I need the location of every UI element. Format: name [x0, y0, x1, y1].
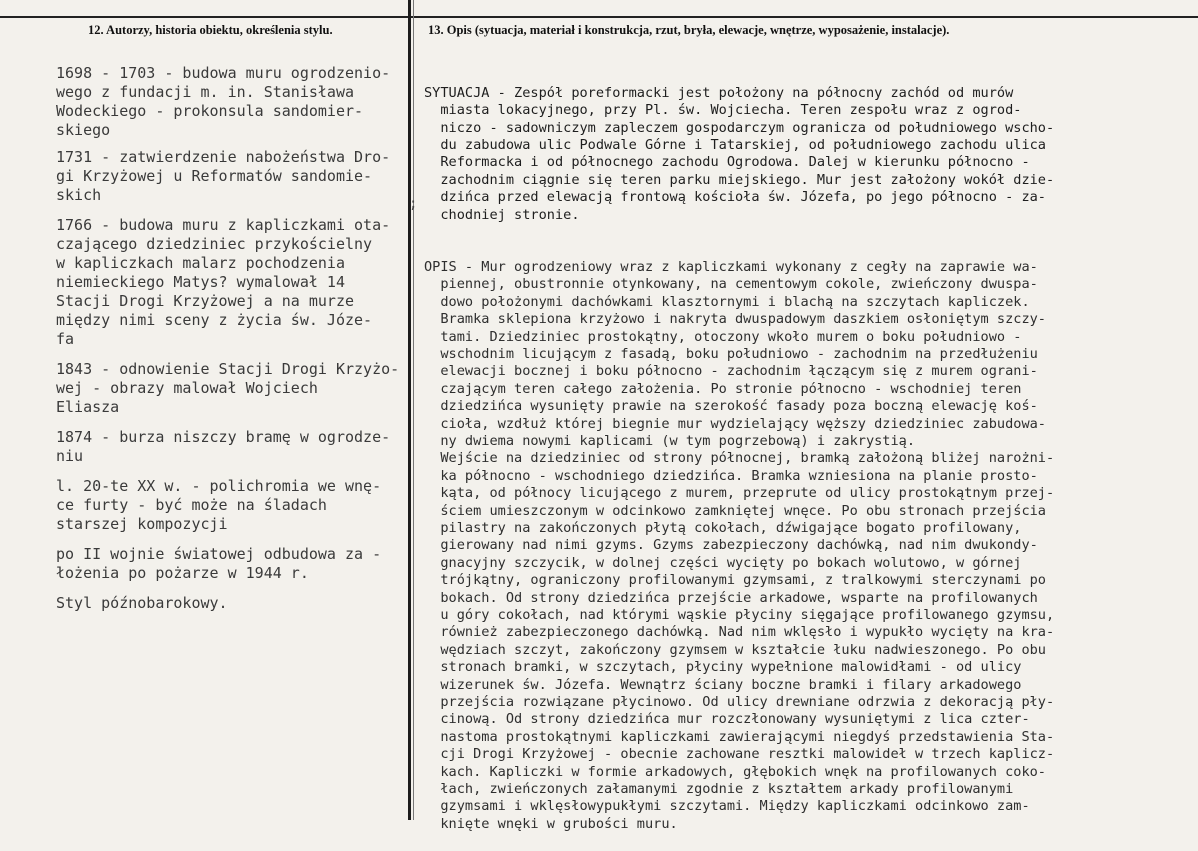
history-entry: 1843 - odnowienie Stacji Drogi Krzyżo- wej - obrazy malował Wojciech Eliasza	[56, 360, 400, 416]
description-paragraph: OPIS - Mur ogrodzeniowy wraz z kapliczkami wykonany z cegły na zaprawie wa- piennej, obustronnie otynkowany, na cementowym cokole, zwieńczony dwuspa- dowo położonymi dachówkami klasztornymi i blachą na szczytach kapliczek. Bramka sklepiona krzyżowo i nakryta dwuspadowym daszkiem osłoniętym szczy- tami. Dziedziniec prostokątny, otoczony wkoło murem o boku południowo - wschodnim licującym z fasadą, boku południowo - zachodnim na przedłużeniu elewacji bocznej i boku północno - zachodnim łączącym się z murem ograni- czającym teren całego założenia. Po stronie północno - wschodniej teren dziedzińca wysunięty prawie na szerokość fasady poza boczną elewację koś- cioła, wzdłuż której biegnie mur wydzielający węższy dziedziniec zabudowa- ny dwiema nowymi kaplicami (w tym pogrzebową) i zakrystią. Wejście na dziedziniec od strony północnej, bramką założoną bliżej narożni- ka północno - wschodniego dziedzińca. Bramka wzniesiona na planie prosto- kąta, od północy licującego z murem, przeprute od ulicy prostokątnym przej- ściem umieszczonym w odcinkowo zamkniętej wnęce. Po obu stronach przejścia pilastry na zakończonych płytą cokołach, dźwigające bogato profilowany, gierowany nad nimi gzyms. Gzyms zabezpieczony dachówką, nad nim dwukondy- gnacyjny szczycik, w dolnej części wycięty po bokach wolutowo, w górnej trójkątny, ograniczony profilowanymi gzymsami, z tralkowymi sterczynami po bokach. Od strony dziedzińca przejście arkadowe, wsparte na profilowanych u góry cokołach, nad którymi wąskie płyciny sięgające profilowanego gzymsu, również zabezpieczonego dachówką. Nad nim wklęsło i wypukło wycięty na kra- wędziach szczyt, zakończony gzymsem w kształcie łuku nadwieszonego. Po obu stronach bramki, w szczytach, płyciny wypełnione malowidłami - od ulicy wizerunek św. Józefa. Wewnątrz ściany boczne bramki i filary arkadowego przejścia rozwiązane płycinowo. Od ulicy drewniane odrzwia z dekoracją pły- cinową. Od strony dziedzińca mur rozczłonowany wysuniętymi z lica czter- nastoma prostokątnymi kapliczkami zawierającymi niegdyś przedstawienia Sta- cji Drogi Krzyżowej - obecnie zachowane resztki malowideł w trzech kaplicz- kach. Kapliczki w formie arkadowych, głębokich wnęk na profilowanych coko- łach, zwieńczonych załamanymi zgodnie z kształtem arkady profilowanymi gzymsami i wklęsłowypukłymi szczytami. Między kapliczkami odcinkowo zam- knięte wnęki w grubości muru.	[424, 258, 1055, 832]
page-top-border	[0, 16, 1198, 18]
history-entry: 1698 - 1703 - budowa muru ogrodzenio- wego z fundacji m. in. Stanisława Wodeckiego - prokonsula sandomier- skiego	[56, 64, 391, 139]
margin-mark: ;	[409, 196, 418, 212]
column-divider-inner	[413, 0, 414, 820]
history-entry: 1766 - budowa muru z kapliczkami ota- czającego dziedziniec przykościelny w kapliczkach malarz pochodzenia niemieckiego Matys? wymalował 14 Stacji Drogi Krzyżowej a na murze między nimi sceny z życia św. Józe- fa	[56, 216, 391, 348]
history-entry: l. 20-te XX w. - polichromia we wnę- ce furty - być może na śladach starszej kompozycji	[56, 477, 382, 533]
history-column	[56, 64, 406, 624]
history-entry: 1874 - burza niszczy bramę w ogrodze- niu	[56, 428, 391, 465]
description-column	[424, 50, 1196, 851]
history-entry: 1731 - zatwierdzenie nabożeństwa Dro- gi Krzyżowej u Reformatów sandomie- skich	[56, 148, 391, 204]
column-divider	[408, 0, 411, 820]
section-13-heading: 13. Opis (sytuacja, materiał i konstrukcja, rzut, bryła, elewacje, wnętrze, wyposażenie, instalacje).	[428, 23, 950, 37]
situation-paragraph: SYTUACJA - Zespół poreformacki jest położony na północny zachód od murów miasta lokacyjnego, przy Pl. św. Wojciecha. Teren zespołu wraz z ogrod- niczo - sadowniczym zapleczem gospodarczym ogranicza od południowego wscho- du zabudowa ulic Podwale Górne i Tatarskiej, od południowego zachodu ulica Reformacka i od północnego zachodu Ogrodowa. Dalej w kierunku północno - zachodnim ciągnie się teren parku miejskiego. Mur jest założony wokół dzie- dzińca przed elewacją frontową kościoła św. Józefa, po jego północno - za- chodniej stronie.	[424, 84, 1055, 223]
style-entry: Styl późnobarokowy.	[56, 594, 228, 612]
section-12-heading: 12. Autorzy, historia obiektu, określenia stylu.	[88, 23, 333, 37]
history-entry: po II wojnie światowej odbudowa za - łożenia po pożarze w 1944 r.	[56, 545, 382, 582]
